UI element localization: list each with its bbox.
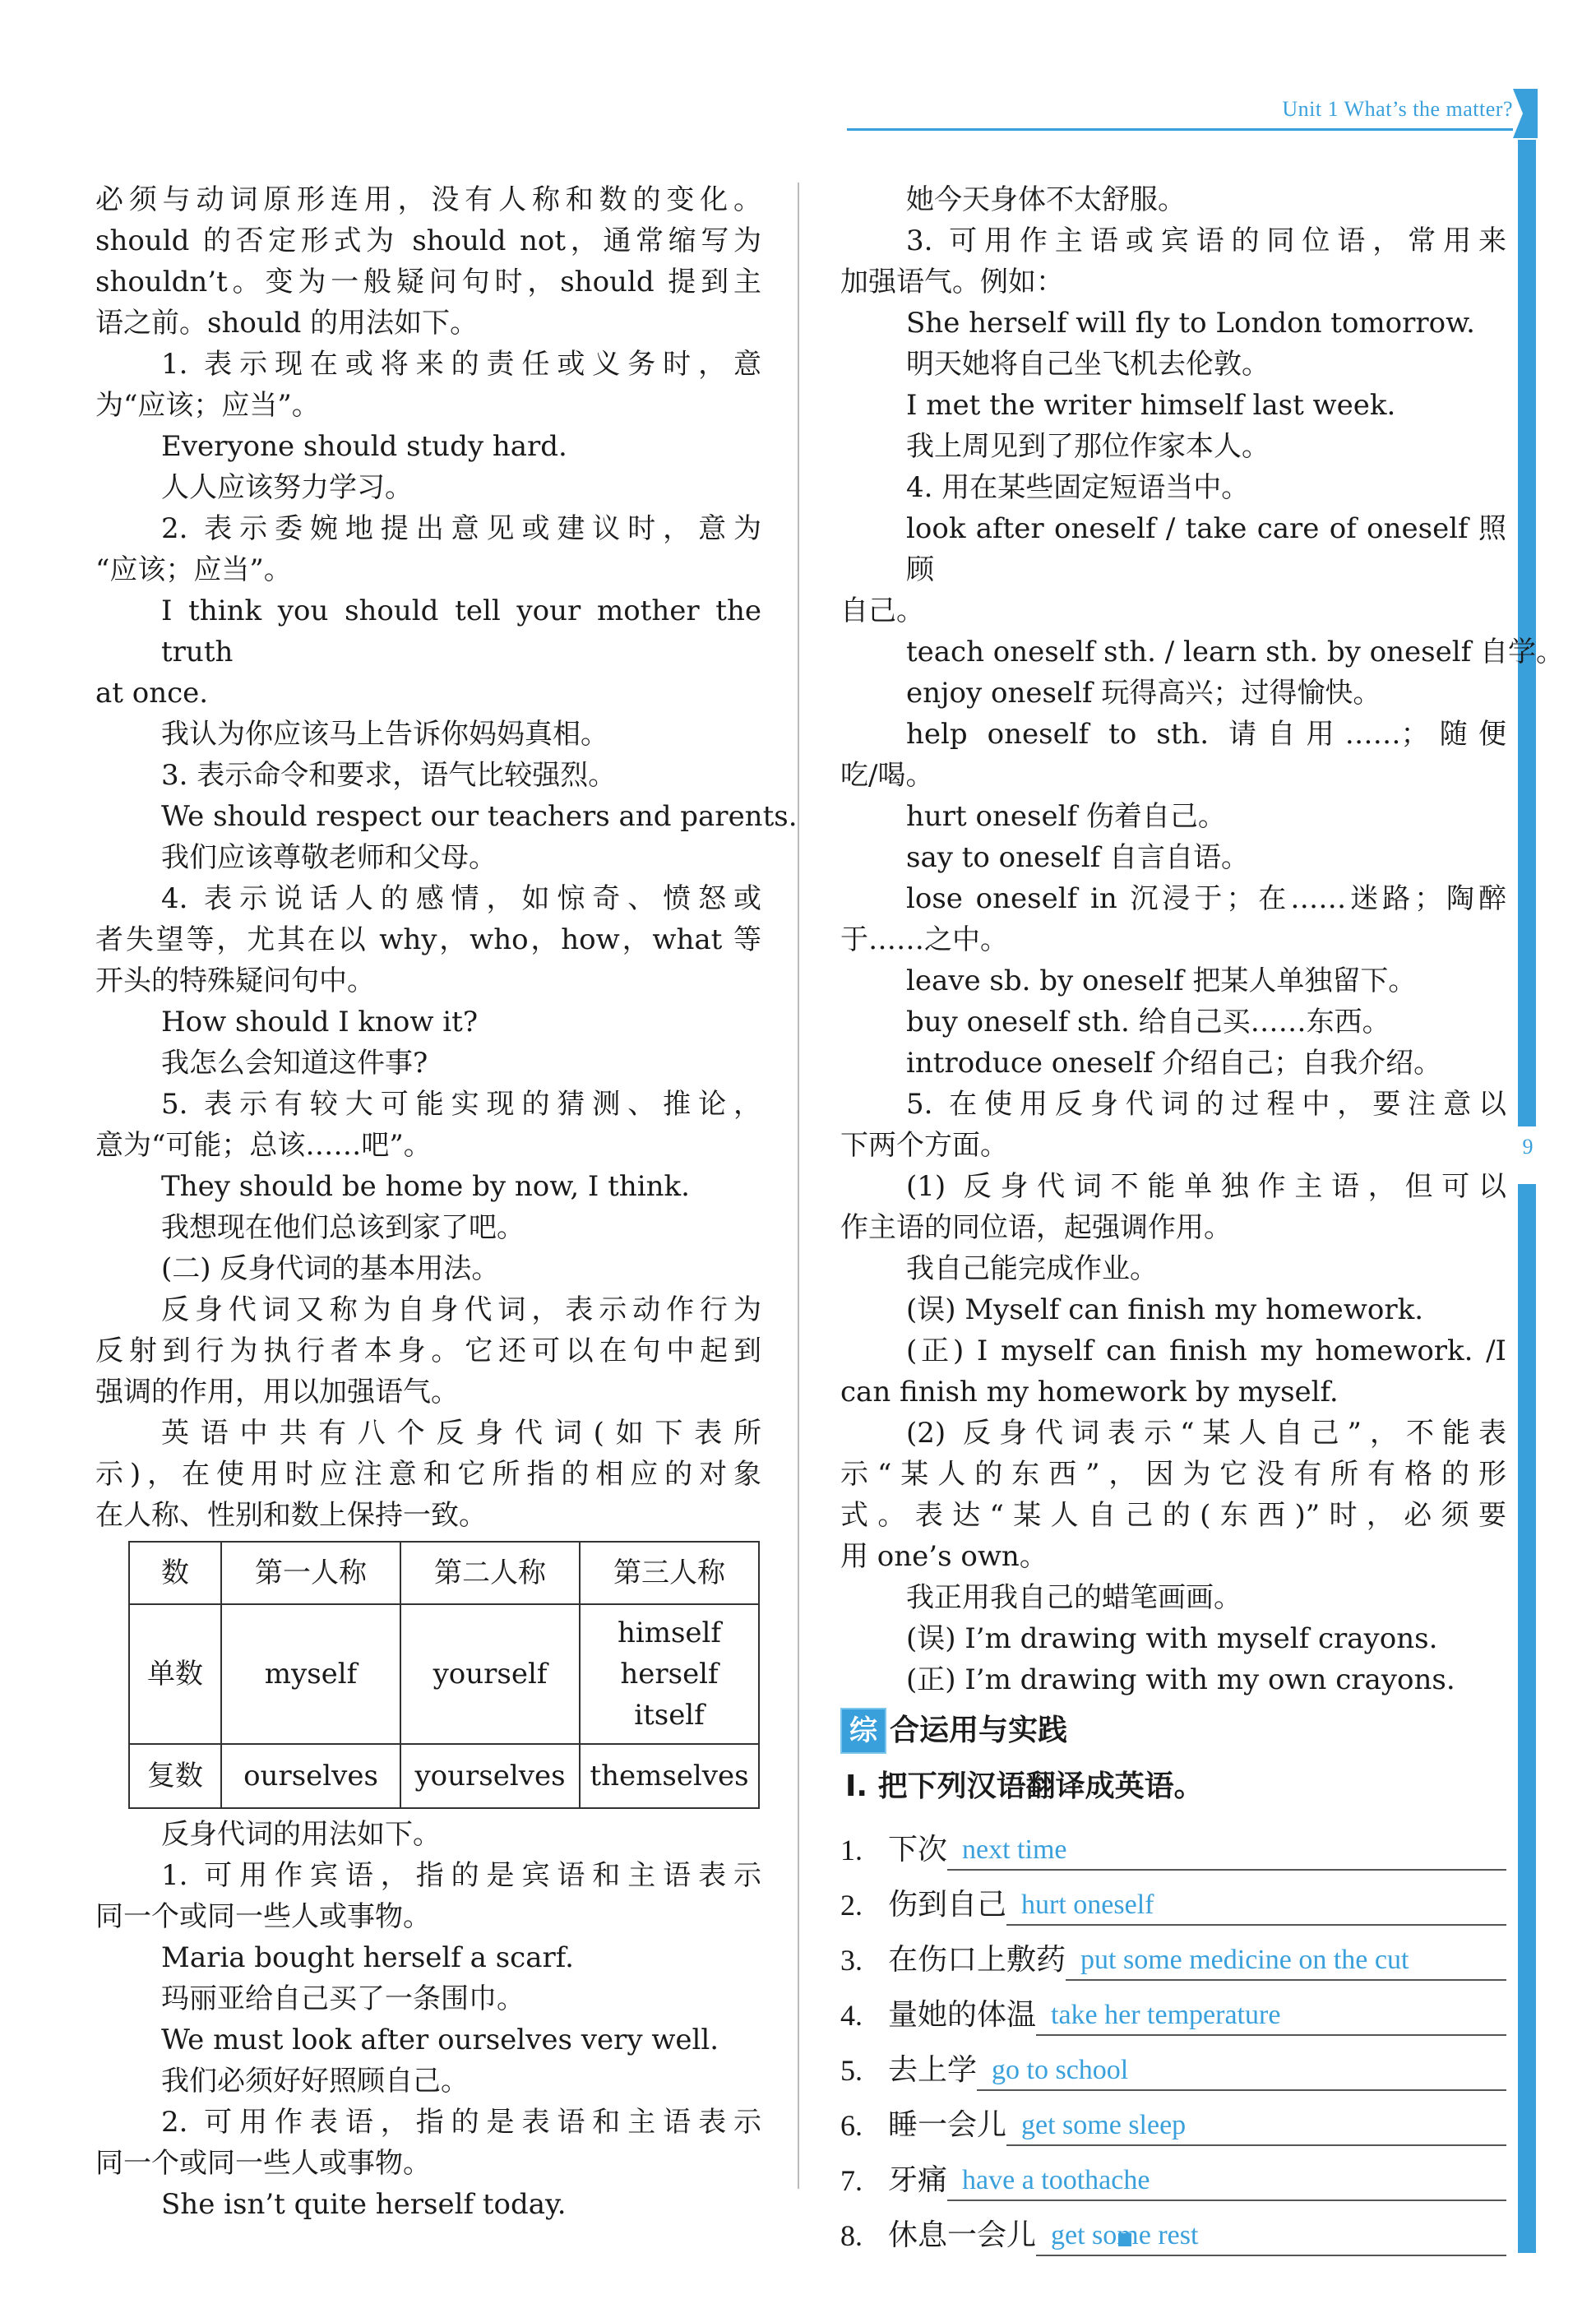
- text-line: 必须与动词原形连用，没有人称和数的变化。: [95, 183, 761, 216]
- text-line: 5. 表示有较大可能实现的猜测、推论，: [161, 1088, 761, 1121]
- table-header-cell: 数: [129, 1542, 221, 1604]
- answer-field[interactable]: have a toothache: [947, 2162, 1506, 2201]
- text-line: (正) I myself can finish my homework. /I: [906, 1335, 1506, 1367]
- item-prompt: 量她的体温: [888, 1998, 1037, 2032]
- text-line: “应该；应当”。: [95, 553, 292, 586]
- text-line: We must look after ourselves very well.: [161, 2024, 719, 2056]
- text-line: 为“应该；应当”。: [95, 389, 320, 422]
- answer-row: [840, 1871, 1506, 1926]
- header-tab-marker: [1513, 89, 1538, 138]
- text-line: shouldn’t。变为一般疑问句时，should 提到主: [95, 266, 761, 298]
- text-line: buy oneself sth. 给自己买……东西。: [906, 1006, 1390, 1038]
- text-line: 示)，在使用时应注意和它所指的相应的对象: [95, 1458, 761, 1491]
- side-rail-lower: [1518, 1184, 1536, 2253]
- text-line: (误) Myself can finish my homework.: [906, 1293, 1424, 1326]
- table-cell: [580, 1604, 759, 1744]
- answer-list: [840, 1816, 1506, 2256]
- text-line: 3. 可用作主语或宾语的同位语，常用来: [906, 224, 1506, 257]
- item-number: 2.: [840, 1889, 863, 1922]
- text-line: (2) 反身代词表示“某人自己”，不能表: [906, 1417, 1506, 1450]
- item-prompt: 睡一会儿: [888, 2108, 1007, 2142]
- answer-field[interactable]: get some rest: [1036, 2217, 1506, 2256]
- practice-section-title: [840, 1704, 1506, 1758]
- text-line: lose oneself in 沉浸于；在……迷路；陶醉: [906, 882, 1506, 915]
- item-prompt: 牙痛: [888, 2163, 948, 2197]
- text-line: 语之前。should 的用法如下。: [95, 307, 479, 340]
- answer-row: [840, 2091, 1506, 2146]
- text-line: 我们必须好好照顾自己。: [161, 2065, 469, 2098]
- text-line: 我怎么会知道这件事?: [161, 1047, 428, 1080]
- text-line: 式。表达“某人自己的(东西)”时，必须要: [840, 1499, 1506, 1532]
- text-line: 明天她将自己坐飞机去伦敦。: [906, 348, 1270, 381]
- text-line: 4. 表示说话人的感情，如惊奇、愤怒或: [161, 882, 761, 915]
- header-rule: [847, 128, 1513, 131]
- answer-row: [840, 1816, 1506, 1871]
- text-line: 同一个或同一些人或事物。: [95, 1900, 431, 1933]
- text-line: 反射到行为执行者本身。它还可以在句中起到: [95, 1335, 761, 1367]
- table-header-cell: 第二人称: [400, 1542, 580, 1604]
- table-cell: yourself: [400, 1604, 580, 1744]
- text-line: 在人称、性别和数上保持一致。: [95, 1499, 487, 1532]
- text-line: say to oneself 自言自语。: [906, 841, 1249, 874]
- text-line: 4. 用在某些固定短语当中。: [906, 471, 1250, 504]
- text-line: 我想现在他们总该到家了吧。: [161, 1211, 525, 1244]
- table-row: [129, 1744, 759, 1808]
- text-line: 我们应该尊敬老师和父母。: [161, 841, 497, 874]
- text-line: should 的否定形式为 should not，通常缩写为: [95, 224, 761, 257]
- left-text-block-2: [95, 1814, 761, 2225]
- text-line: 我正用我自己的蜡笔画画。: [906, 1581, 1242, 1614]
- column-divider: [798, 183, 799, 2189]
- left-text-block: [95, 179, 798, 1536]
- text-line: 加强语气。例如：: [840, 266, 1064, 298]
- text-line: (二) 反身代词的基本用法。: [161, 1252, 500, 1285]
- text-line: 2. 表示委婉地提出意见或建议时，意为: [161, 512, 761, 545]
- text-line: 作主语的同位语，起强调作用。: [840, 1211, 1232, 1244]
- answer-field[interactable]: hurt oneself: [1006, 1886, 1506, 1926]
- answer-field[interactable]: go to school: [977, 2052, 1506, 2091]
- section-badge: 综: [840, 1708, 886, 1754]
- page-number: 9: [1522, 1135, 1534, 1159]
- text-line: 同一个或同一些人或事物。: [95, 2147, 431, 2180]
- text-line: Maria bought herself a scarf.: [161, 1941, 574, 1974]
- item-prompt: 伤到自己: [888, 1888, 1007, 1922]
- answer-row: [840, 1926, 1506, 1981]
- text-line: 5. 在使用反身代词的过程中，要注意以: [906, 1088, 1506, 1121]
- item-prompt: 下次: [888, 1833, 948, 1866]
- text-line: 1. 表示现在或将来的责任或义务时，意: [161, 348, 761, 381]
- answer-field[interactable]: next time: [947, 1831, 1506, 1871]
- item-prompt: 去上学: [888, 2053, 978, 2087]
- text-line: at once.: [95, 677, 209, 710]
- text-line: 我自己能完成作业。: [906, 1252, 1158, 1285]
- text-line: 我认为你应该马上告诉你妈妈真相。: [161, 718, 608, 751]
- item-number: 8.: [840, 2219, 863, 2252]
- text-line: 吃/喝。: [840, 759, 934, 792]
- table-header-cell: 第三人称: [580, 1542, 759, 1604]
- item-number: 1.: [840, 1834, 863, 1866]
- table-header-cell: 第一人称: [221, 1542, 400, 1604]
- item-number: 6.: [840, 2109, 863, 2142]
- answer-row: [840, 2036, 1506, 2091]
- text-line: introduce oneself 介绍自己；自我介绍。: [906, 1047, 1442, 1080]
- table-cell: themselves: [580, 1744, 759, 1808]
- text-line: She herself will fly to London tomorrow.: [906, 307, 1475, 340]
- text-line: They should be home by now, I think.: [161, 1170, 690, 1203]
- text-line: 下两个方面。: [840, 1129, 1008, 1162]
- text-line: I think you should tell your mother the truth: [161, 594, 761, 668]
- table-row-label: 复数: [129, 1744, 221, 1808]
- text-line: I met the writer himself last week.: [906, 389, 1396, 422]
- table-cell-line: herself: [620, 1658, 719, 1691]
- left-column: [95, 179, 798, 2225]
- text-line: 于……之中。: [840, 923, 1008, 956]
- reflexive-pronoun-table: [128, 1541, 760, 1809]
- text-line: look after oneself / take care of oneself 照顾: [906, 512, 1506, 586]
- text-line: She isn’t quite herself today.: [161, 2188, 567, 2221]
- table-cell-line: himself: [617, 1617, 722, 1649]
- text-line: 3. 表示命令和要求，语气比较强烈。: [161, 759, 617, 792]
- right-column: [840, 179, 1564, 2256]
- text-line: 用 one’s own。: [840, 1540, 1048, 1573]
- item-prompt: 休息一会儿: [888, 2218, 1037, 2252]
- text-line: 英语中共有八个反身代词(如下表所: [161, 1417, 761, 1450]
- text-line: 反身代词又称为自身代词，表示动作行为: [161, 1293, 761, 1326]
- text-line: 人人应该努力学习。: [161, 471, 413, 504]
- text-line: 者失望等，尤其在以 why，who，how，what 等: [95, 923, 761, 956]
- text-line: (1) 反身代词不能单独作主语，但可以: [906, 1170, 1506, 1203]
- text-line: 玛丽亚给自己买了一条围巾。: [161, 1982, 525, 2015]
- right-text-block: [840, 179, 1564, 1700]
- text-line: 我上周见到了那位作家本人。: [906, 430, 1270, 463]
- item-number: 7.: [840, 2164, 863, 2197]
- text-line: Everyone should study hard.: [161, 430, 567, 463]
- text-line: 意为“可能；总该……吧”。: [95, 1129, 432, 1162]
- text-line: We should respect our teachers and parents.: [161, 800, 798, 833]
- text-line: 2. 可用作表语，指的是表语和主语表示: [161, 2106, 761, 2139]
- text-line: (正) I’m drawing with my own crayons.: [906, 1663, 1455, 1696]
- text-line: enjoy oneself 玩得高兴；过得愉快。: [906, 677, 1381, 710]
- item-number: 3.: [840, 1944, 863, 1977]
- running-header: Unit 1 What’s the matter?: [1282, 97, 1513, 121]
- text-line: 自己。: [840, 594, 924, 627]
- answer-row: [840, 2146, 1506, 2201]
- text-line: (误) I’m drawing with myself crayons.: [906, 1622, 1438, 1655]
- table-header-row: [129, 1542, 759, 1604]
- text-line: 开头的特殊疑问句中。: [95, 964, 375, 997]
- answer-field[interactable]: get some sleep: [1006, 2107, 1506, 2146]
- text-line: teach oneself sth. / learn sth. by oneself 自学。: [906, 636, 1564, 668]
- answer-field[interactable]: take her temperature: [1036, 1996, 1506, 2036]
- table-cell: myself: [221, 1604, 400, 1744]
- table-cell: ourselves: [221, 1744, 400, 1808]
- answer-row: [840, 2201, 1506, 2256]
- text-line: can finish my homework by myself.: [840, 1376, 1339, 1409]
- text-line: help oneself to sth. 请自用……；随便: [906, 718, 1506, 751]
- text-line: 她今天身体不太舒服。: [906, 183, 1186, 216]
- text-line: hurt oneself 伤着自己。: [906, 800, 1226, 833]
- item-number: 4.: [840, 1999, 863, 2032]
- table-row-label: 单数: [129, 1604, 221, 1744]
- section-title-text: 合运用与实践: [890, 1714, 1068, 1747]
- answer-row: [840, 1981, 1506, 2036]
- text-line: 示“某人的东西”，因为它没有所有格的形: [840, 1458, 1506, 1491]
- text-line: 反身代词的用法如下。: [161, 1818, 441, 1851]
- table-cell-line: itself: [634, 1699, 705, 1732]
- item-prompt: 在伤口上敷药: [888, 1943, 1066, 1977]
- question-title: Ⅰ. 把下列汉语翻译成英语。: [845, 1769, 1204, 1803]
- item-number: 5.: [840, 2054, 863, 2087]
- table-cell: yourselves: [400, 1744, 580, 1808]
- table-row: [129, 1604, 759, 1744]
- answer-field[interactable]: put some medicine on the cut: [1066, 1941, 1506, 1981]
- text-line: 1. 可用作宾语，指的是宾语和主语表示: [161, 1859, 761, 1892]
- text-line: leave sb. by oneself 把某人单独留下。: [906, 964, 1417, 997]
- text-line: How should I know it?: [161, 1006, 479, 1038]
- text-line: 强调的作用，用以加强语气。: [95, 1376, 459, 1409]
